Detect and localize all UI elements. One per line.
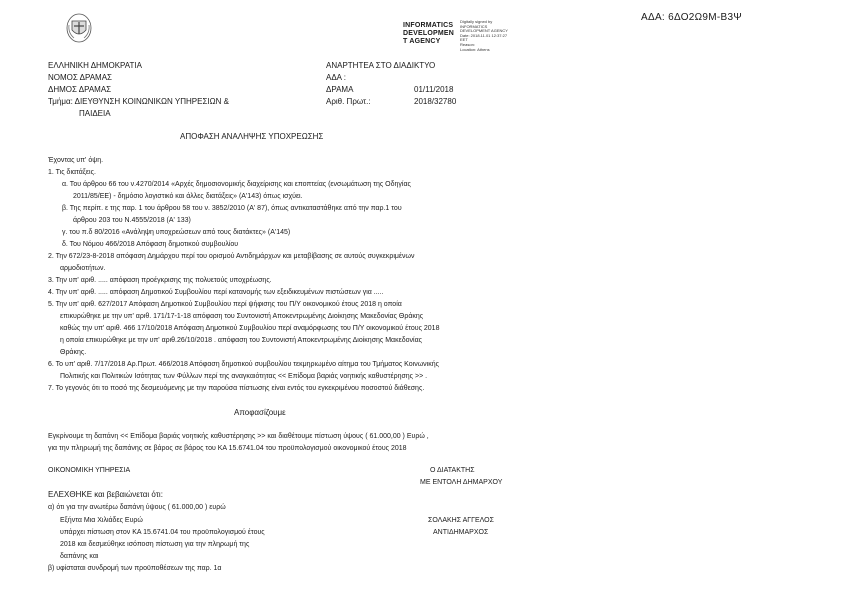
protocol-number: 2018/32780 bbox=[414, 97, 457, 106]
check-line: β) υφίσταται συνδρομή των προϋποθέσεων της παρ. 1α bbox=[48, 565, 222, 572]
stamp-line: T AGENCY bbox=[403, 38, 441, 45]
stamp-details bbox=[460, 20, 508, 52]
list-item: 4. Την υπ' αριθ. ..... απόφαση Δημοτικού Συμβουλίου περί κατανομής των εξειδικευμένων πιστώσεων για ..... bbox=[48, 289, 384, 296]
ada-label: ΑΔΑ : bbox=[326, 73, 347, 82]
list-item: 3. Την υπ' αριθ. ..... απόφαση προέγκρισης της πολυετούς υποχρέωσης. bbox=[48, 277, 272, 284]
stamp-detail: Location: Athens bbox=[460, 46, 490, 52]
list-item: 2011/85/ΕΕ) - δημόσιο λογιστικό και άλλες διατάξεις» (Α'143) όπως ισχύει. bbox=[73, 193, 303, 200]
list-item: άρθρου 203 του Ν.4555/2018 (Α' 133) bbox=[73, 217, 191, 224]
list-item: 5. Την υπ' αριθ. 627/2017 Απόφαση Δημοτικού Συμβουλίου περί ψήφισης του Π/Υ οικονομικού έτους 2018 η οποία bbox=[48, 301, 402, 308]
ada-code: ΑΔΑ: 6ΔΟ2Ω9Μ-Β3Ψ bbox=[641, 12, 743, 23]
decision-text: για την πληρωμή της δαπάνης σε βάρος σε βάρος του ΚΑ 15.6741.04 του προϋπολογισμού οικονομικού έτους 2018 bbox=[48, 445, 407, 452]
list-item: η οποία επικυρώθηκε με την υπ' αριθ.26/10/2018 . απόφαση του Συντονιστή Αποκεντρωμένης Διοίκησης Μακεδονίας bbox=[60, 337, 422, 344]
stamp-detail: EET bbox=[460, 37, 468, 43]
list-item: επικυρώθηκε με την υπ' αριθ. 171/17-1-18 απόφαση του Συντονιστή Αποκεντρωμένης Διοίκησης Μακεδονίας Θράκης bbox=[60, 313, 424, 320]
stamp-detail: INFORMATICS bbox=[460, 23, 488, 29]
list-item: β. Της περίπ. ε της παρ. 1 του άρθρου 58 του ν. 3852/2010 (Α' 87), όπως αντικαταστάθηκε από την παρ.1 του bbox=[62, 205, 402, 212]
publish-note: ΑΝΑΡΤΗΤΕΑ ΣΤΟ ΔΙΑΔΙΚΤΥΟ bbox=[326, 61, 436, 70]
signatory-title: Ο ΔΙΑΤΑΚΤΗΣ bbox=[430, 467, 475, 474]
list-item: 2. Την 672/23-8-2018 απόφαση Δημάρχου περί του ορισμού Αντιδημάρχων και μεταβίβασης σε αυτούς συγκεκριμένων bbox=[48, 253, 415, 260]
document-date: 01/11/2018 bbox=[414, 85, 454, 94]
issuer-department-cont: ΠΑΙΔΕΙΑ bbox=[79, 109, 111, 118]
issuer-municipality: ΔΗΜΟΣ ΔΡΑΜΑΣ bbox=[48, 85, 112, 94]
signer-name: ΣΟΛΑΚΗΣ ΑΓΓΕΛΟΣ bbox=[428, 517, 494, 524]
list-item: 1. Τις διατάξεις. bbox=[48, 169, 96, 176]
list-item: α. Του άρθρου 66 του ν.4270/2014 «Αρχές δημοσιονομικής διαχείρισης και εποπτείας (ενσωμάτωση της Οδηγίας bbox=[62, 181, 411, 188]
stamp-detail: DEVELOPMENT AGENCY bbox=[460, 28, 508, 34]
intro-text: Έχοντας υπ' όψη. bbox=[48, 157, 104, 164]
checked-heading: ΕΛΕΧΘΗΚΕ και βεβαιώνεται ότι: bbox=[48, 490, 163, 499]
list-item: δ. Του Νόμου 466/2018 Απόφαση δημοτικού συμβουλίου bbox=[62, 241, 239, 248]
list-item: Πολιτικής και Πολιτικών Ισότητας των Φύλλων περί της αναγκαιότητας << Επίδομα βαριάς νοητικής καθυστέρησης >> . bbox=[60, 373, 428, 380]
check-line: υπάρχει πίστωση στον ΚΑ 15.6741.04 του προϋπολογισμού έτους bbox=[60, 529, 265, 536]
stamp-line: DEVELOPMEN bbox=[403, 30, 455, 37]
protocol-label: Αριθ. Πρωτ.: bbox=[326, 97, 371, 106]
list-item: γ. του π.δ 80/2016 «Ανάληψη υποχρεώσεων από τους διατάκτες» (Α'145) bbox=[62, 229, 291, 236]
greek-emblem-icon bbox=[66, 13, 92, 43]
issuer-department: Τμήμα: ΔΙΕΥΘΥΝΣΗ ΚΟΙΝΩΝΙΚΩΝ ΥΠΗΡΕΣΙΩΝ & bbox=[48, 97, 229, 106]
list-item: 7. Το γεγονός ότι το ποσό της δεσμευόμενης με την παρούσα πίστωσης είναι εντός του εγκεκριμένου ποσοστού διάθεσης. bbox=[48, 385, 425, 392]
check-line: α) ότι για την ανωτέρω δαπάνη ύψους ( 61.000,00 ) ευρώ bbox=[48, 504, 226, 511]
decision-text: Εγκρίνουμε τη δαπάνη << Επίδομα βαριάς νοητικής καθυστέρησης >> και διαθέτουμε πίστωση ύψους ( 61.000,00 ) Ευρώ , bbox=[48, 433, 429, 440]
list-item: Θράκης. bbox=[60, 349, 87, 356]
signer-role: ΑΝΤΙΔΗΜΑΡΧΟΣ bbox=[433, 529, 489, 536]
decision-heading: Αποφασίζουμε bbox=[234, 408, 286, 417]
signatory-subtitle: ΜΕ ΕΝΤΟΛΗ ΔΗΜΑΡΧΟΥ bbox=[420, 479, 503, 486]
place-label: ΔΡΑΜΑ bbox=[326, 85, 354, 94]
stamp-detail: Reason: bbox=[460, 41, 475, 47]
list-item: 6. Το υπ' αριθ. 7/17/2018 Αρ.Πρωτ. 466/2018 Απόφαση δημοτικού συμβουλίου τεκμηριωμένο αίτημα του Τμήματος Κοινωνικής bbox=[48, 361, 439, 368]
check-line: δαπάνης και bbox=[60, 553, 99, 560]
check-line: 2018 και δεσμεύθηκε ισόποση πίστωση για την πληρωμή της bbox=[60, 541, 250, 548]
document-title: ΑΠΟΦΑΣΗ ΑΝΑΛΗΨΗΣ ΥΠΟΧΡΕΩΣΗΣ bbox=[180, 132, 324, 141]
stamp-detail: Digitally signed by bbox=[460, 19, 493, 24]
check-line: Εξήντα Μια Χιλιάδες Ευρώ bbox=[60, 517, 143, 524]
issuer-country: ΕΛΛΗΝΙΚΗ ΔΗΜΟΚΡΑΤΙΑ bbox=[48, 61, 142, 70]
list-item: καθώς την υπ' αριθ. 466 17/10/2018 Απόφαση Δημοτικού Συμβουλίου περί αναμόρφωσης του Π/Υ οικονομικού έτους 2018 bbox=[60, 325, 440, 332]
stamp-line: INFORMATICS bbox=[403, 22, 454, 29]
finance-service-label: ΟΙΚΟΝΟΜΙΚΗ ΥΠΗΡΕΣΙΑ bbox=[48, 467, 131, 474]
issuer-prefecture: ΝΟΜΟΣ ΔΡΑΜΑΣ bbox=[48, 73, 112, 82]
stamp-detail: Date: 2018.11.01 12:37:27 bbox=[460, 32, 508, 38]
list-item: αρμοδιοτήτων. bbox=[60, 265, 106, 272]
